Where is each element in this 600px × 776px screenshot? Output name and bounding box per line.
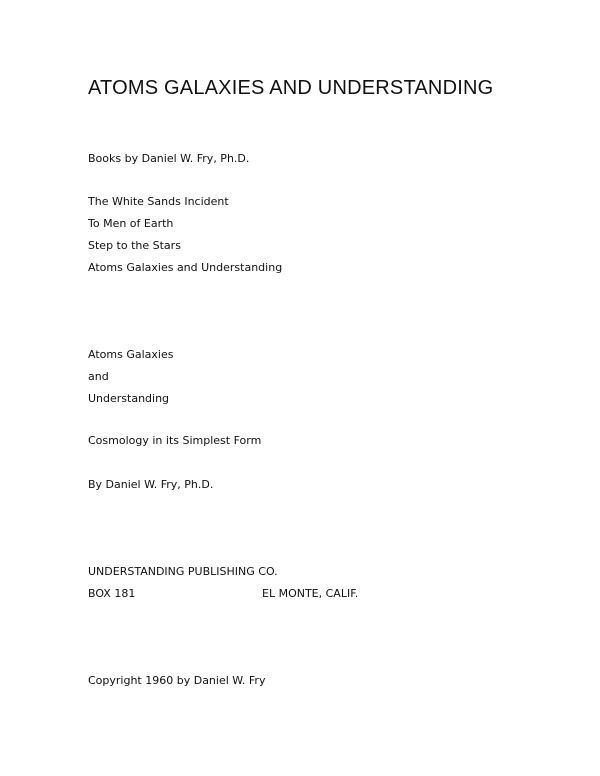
subtitle: Cosmology in its Simplest Form	[88, 434, 262, 447]
books-heading: Books by Daniel W. Fry, Ph.D.	[88, 152, 250, 165]
book-list-item: The White Sands Incident	[88, 195, 229, 208]
publisher-box: BOX 181	[88, 587, 136, 600]
publisher-city: EL MONTE, CALIF.	[262, 587, 359, 600]
title-block-line: Understanding	[88, 392, 170, 405]
publisher-name: UNDERSTANDING PUBLISHING CO.	[88, 565, 278, 578]
title-block-line: Atoms Galaxies	[88, 348, 174, 361]
book-list-item: Atoms Galaxies and Understanding	[88, 261, 283, 274]
page-title: ATOMS GALAXIES AND UNDERSTANDING	[88, 77, 494, 99]
copyright-notice: Copyright 1960 by Daniel W. Fry	[88, 674, 266, 687]
author-line: By Daniel W. Fry, Ph.D.	[88, 478, 214, 491]
book-list-item: To Men of Earth	[88, 217, 174, 230]
title-block-line: and	[88, 370, 109, 383]
book-list-item: Step to the Stars	[88, 239, 181, 252]
